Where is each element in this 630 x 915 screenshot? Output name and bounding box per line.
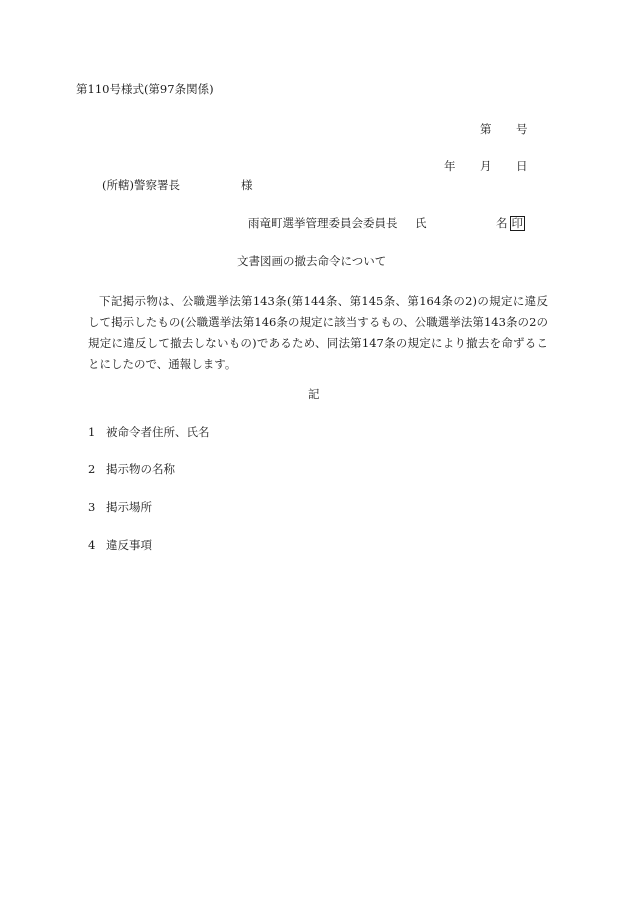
addressee-name: (所轄)警察署長	[102, 178, 180, 192]
sender-title: 雨竜町選挙管理委員会委員長	[248, 216, 398, 230]
body-paragraph: 下記掲示物は、公職選挙法第143条(第144条、第145条、第164条の2)の規定に違反して掲示したもの(公職選挙法第146条の規定に該当するもの、公職選挙法第143条の2の規定に違反して撤去しないもの)であるため、同法第147条の規定により撤去を命ずることにしたので、通報します。	[88, 294, 548, 371]
date-month: 月	[480, 159, 492, 173]
subject: 文書図画の撤去命令について	[237, 254, 387, 268]
form-label: 第110号様式(第97条関係)	[76, 82, 214, 96]
sender-mei-seal	[496, 216, 525, 231]
item-label: 掲示物の名称	[106, 462, 175, 476]
date-day: 日	[516, 159, 528, 173]
list-item	[88, 427, 210, 439]
number-go: 号	[516, 122, 528, 136]
sender-shi: 氏	[415, 216, 427, 230]
list-item	[88, 502, 152, 514]
item-number: 1	[88, 425, 96, 439]
item-label: 違反事項	[106, 538, 152, 552]
item-label: 掲示場所	[106, 500, 152, 514]
sender-mei: 名	[496, 216, 508, 230]
seal-mark: 印	[511, 216, 523, 230]
item-number: 2	[88, 462, 96, 476]
list-item	[88, 464, 175, 476]
list-item	[88, 540, 152, 552]
number-dai: 第	[480, 122, 492, 136]
item-label: 被命令者住所、氏名	[106, 425, 210, 439]
date-year: 年	[444, 159, 456, 173]
ki-heading: 記	[308, 387, 320, 401]
item-number: 3	[88, 500, 96, 514]
item-number: 4	[88, 538, 96, 552]
addressee-honorific: 様	[241, 178, 253, 192]
